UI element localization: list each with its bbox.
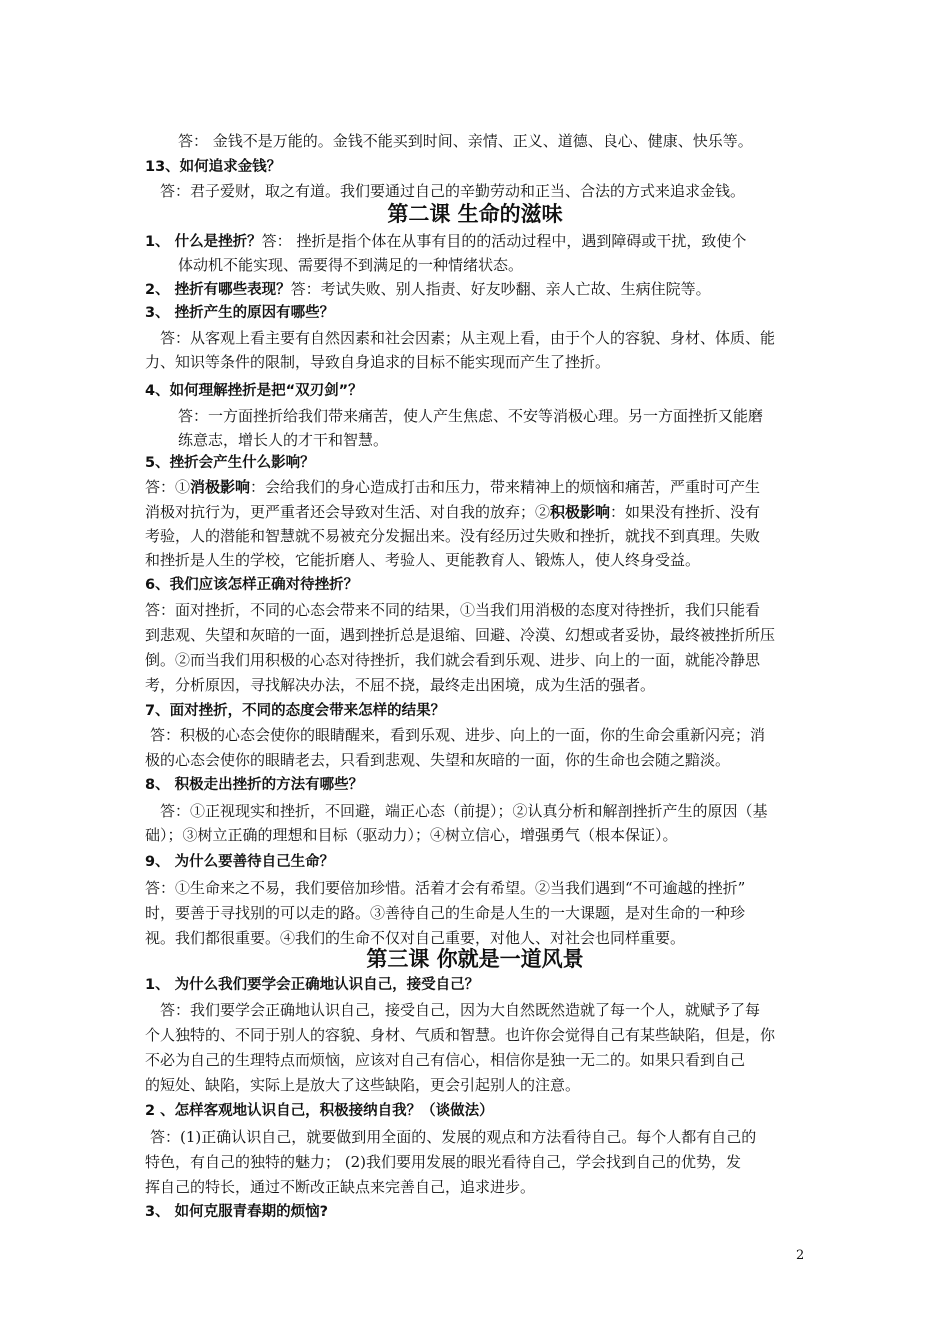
lesson-3-heading: 第三课 你就是一道风景: [366, 947, 584, 971]
answer-prefix: 消极对抗行为，更严重者还会导致对生活、对自我的放弃；②: [145, 503, 551, 521]
lesson-2-heading: 第二课 生命的滋味: [387, 202, 563, 226]
answer-line: 考验，人的潜能和智慧就不易被充分发掘出来。没有经历过失败和挫折，就找不到真理。失败: [145, 527, 761, 545]
answer-line: 特色，有自己的独特的魅力； (2)我们要用发展的眼光看待自己，学会找到自己的优势，发: [145, 1153, 742, 1171]
answer-prefix: 答：①: [145, 478, 191, 496]
keyword: 消极影响: [190, 478, 251, 496]
answer-line: 础）；③树立正确的理想和目标（驱动力）；④树立信心，增强勇气（根本保证）。: [145, 826, 678, 844]
question-label: 1、 什么是挫折？: [145, 234, 262, 250]
answer-line: 个人独特的、不同于别人的容貌、身材、气质和智慧。也许你会觉得自己有某些缺陷，但是，你: [145, 1026, 776, 1044]
answer-line: 极的心态会使你的眼睛老去，只看到悲观、失望和灰暗的一面，你的生命也会随之黯淡。: [145, 751, 731, 769]
question-1: [145, 229, 810, 254]
answer-line: 练意志，增长人的才干和智慧。: [178, 431, 389, 449]
question-9: 9、 为什么要善待自己生命？: [145, 854, 335, 870]
answer-line: [145, 475, 810, 499]
answer-line: 答：(1)正确认识自己，就要做到用全面的、发展的观点和方法看待自己。每个人都有自己的: [150, 1128, 757, 1146]
answer-line: 答：①生命来之不易，我们要倍加珍惜。活着才会有希望。②当我们遇到“不可逾越的挫折”: [145, 879, 746, 897]
answer-line: 答：从客观上看主要有自然因素和社会因素；从主观上看，由于个人的容貌、身材、体质、能: [160, 329, 776, 347]
answer-text: 答：考试失败、别人指责、好友吵翻、亲人亡故、生病住院等。: [290, 280, 711, 298]
answer-line: 答：积极的心态会使你的眼睛醒来，看到乐观、进步、向上的一面，你的生命会重新闪亮；消: [150, 726, 766, 744]
question-3: 3、 如何克服青春期的烦恼?: [145, 1204, 329, 1220]
answer-line: 答：①正视现实和挫折，不回避，端正心态（前提）；②认真分析和解剖挫折产生的原因（基: [160, 802, 768, 820]
answer-text: 答： 挫折是指个体在从事有目的的活动过程中，遇到障碍或干扰，致使个: [261, 232, 747, 250]
question-2: 2 、怎样客观地认识自己，积极接纳自我？（谈做法）: [145, 1103, 494, 1119]
question-6: 6、我们应该怎样正确对待挫折？: [145, 577, 359, 593]
answer-line: 到悲观、失望和灰暗的一面，遇到挫折总是退缩、回避、冷漠、幻想或者妥协，最终被挫折所压: [145, 626, 776, 644]
answer-line: 考，分析原因，寻找解决办法，不屈不挠，最终走出困境，成为生活的强者。: [145, 676, 656, 694]
answer-line: 时，要善于寻找别的可以走的路。③善待自己的生命是人生的一大课题，是对生命的一种珍: [145, 904, 746, 922]
answer-line: 的短处、缺陷，实际上是放大了这些缺陷，更会引起别人的注意。: [145, 1076, 581, 1094]
answer-line: 视。我们都很重要。④我们的生命不仅对自己重要，对他人、对社会也同样重要。: [145, 929, 686, 947]
answer-text: ：如果没有挫折、没有: [610, 503, 761, 521]
question-3: 3、 挫折产生的原因有哪些？: [145, 305, 335, 321]
answer-line: [145, 500, 810, 524]
answer-line: 和挫折是人生的学校，它能折磨人、考验人、更能教育人、锻炼人，使人终身受益。: [145, 551, 701, 569]
question-1: 1、 为什么我们要学会正确地认识自己，接受自己？: [145, 977, 480, 993]
answer-line: 倒。②而当我们用积极的心态对待挫折，我们就会看到乐观、进步、向上的一面，就能冷静思: [145, 651, 761, 669]
answer-line: 答： 金钱不是万能的。金钱不能买到时间、亲情、正义、道德、良心、健康、快乐等。: [178, 132, 753, 150]
answer-line: 不必为自己的生理特点而烦恼，应该对自己有信心，相信你是独一无二的。如果只看到自己: [145, 1051, 746, 1069]
question-13: 13、如何追求金钱？: [145, 159, 282, 175]
answer-line: 体动机不能实现、需要得不到满足的一种情绪状态。: [178, 256, 524, 274]
question-label: 2、 挫折有哪些表现？: [145, 282, 291, 298]
question-2: [145, 277, 810, 302]
answer-line: 答：我们要学会正确地认识自己，接受自己，因为大自然既然造就了每一个人，就赋予了每: [160, 1001, 761, 1019]
question-5: 5、挫折会产生什么影响？: [145, 455, 315, 471]
question-4: 4、如何理解挫折是把“双刃剑”？: [145, 383, 363, 399]
answer-line: 答：君子爱财，取之有道。我们要通过自己的辛勤劳动和正当、合法的方式来追求金钱。: [160, 182, 746, 200]
answer-line: 答：面对挫折，不同的心态会带来不同的结果，①当我们用消极的态度对待挫折，我们只能看: [145, 601, 761, 619]
answer-text: ：会给我们的身心造成打击和压力，带来精神上的烦恼和痛苦，严重时可产生: [250, 478, 761, 496]
question-7: 7、面对挫折，不同的态度会带来怎样的结果？: [145, 703, 446, 719]
question-8: 8、 积极走出挫折的方法有哪些？: [145, 777, 364, 793]
page-number: 2: [796, 1248, 805, 1263]
keyword: 积极影响: [550, 503, 611, 521]
answer-line: 力、知识等条件的限制，导致自身追求的目标不能实现而产生了挫折。: [145, 353, 611, 371]
answer-line: 挥自己的特长，通过不断改正缺点来完善自己，追求进步。: [145, 1178, 536, 1196]
answer-line: 答：一方面挫折给我们带来痛苦，使人产生焦虑、不安等消极心理。另一方面挫折又能磨: [178, 407, 764, 425]
